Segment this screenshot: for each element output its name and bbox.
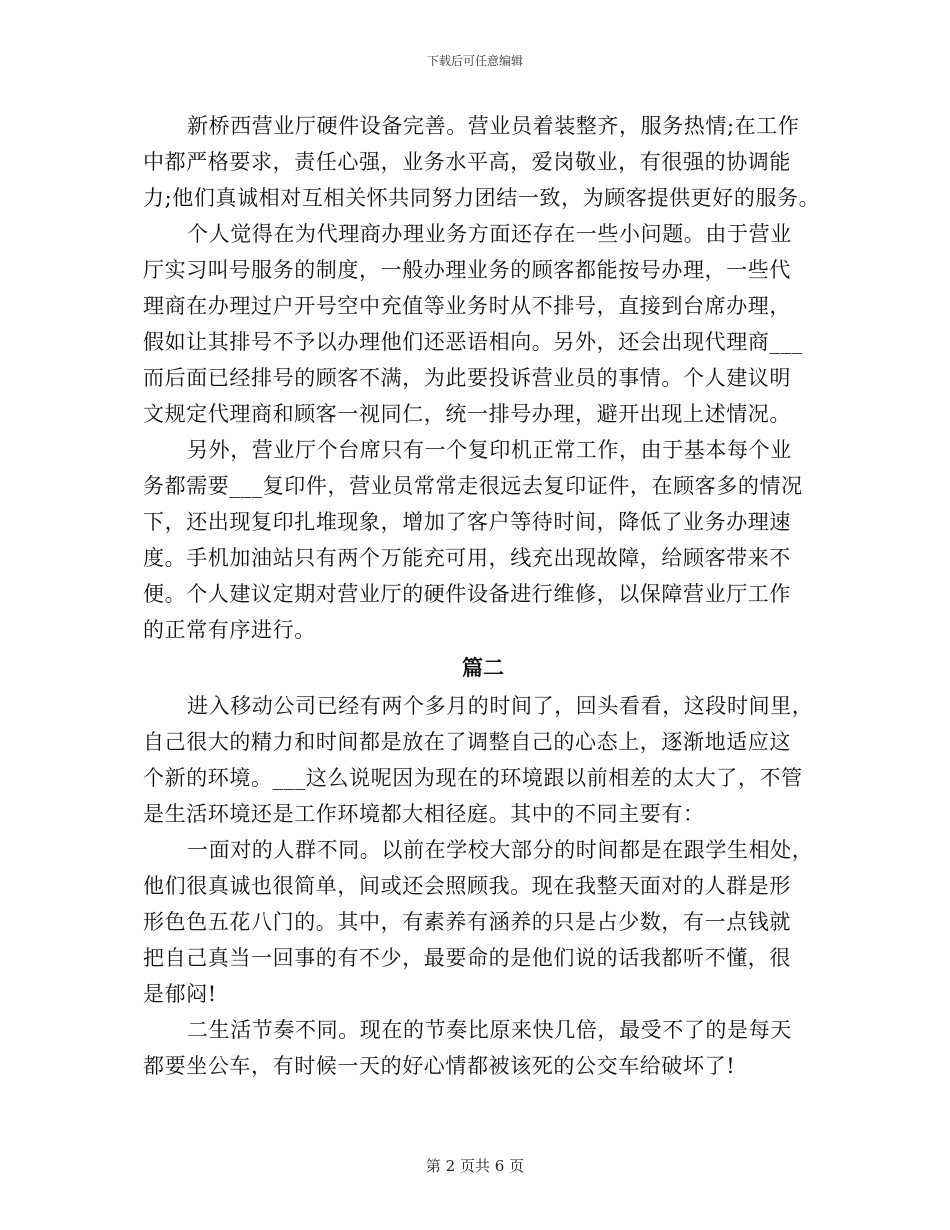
paragraph-line: 中都严格要求，责任心强，业务水平高，爱岗敬业，有很强的协调能 [143,150,791,174]
page-footer: 第 2 页共 6 页 [425,1157,525,1175]
paragraph-line: 一面对的人群不同。以前在学校大部分的时间都是在跟学生相处， [187,838,814,862]
paragraph-line: 新桥西营业厅硬件设备完善。营业员着装整齐，服务热情;在工作 [187,114,800,138]
paragraph-line: 是郁闷! [143,982,217,1006]
paragraph-line: 厅实习叫号服务的制度，一般办理业务的顾客都能按号办理，一些代 [143,258,791,282]
section-title: 篇二 [462,656,504,680]
paragraph-line: 假如让其排号不予以办理他们还恶语相向。另外，还会出现代理商___ [143,330,803,354]
paragraph-line: 另外，营业厅个台席只有一个复印机正常工作，由于基本每个业 [187,438,792,462]
paragraph-line: 度。手机加油站只有两个万能充可用，线充出现故障，给顾客带来不 [143,546,791,570]
paragraph-line: 力;他们真诚相对互相关怀共同努力团结一致，为顾客提供更好的服务。 [143,186,821,210]
paragraph-line: 他们很真诚也很简单，间或还会照顾我。现在我整天面对的人群是形 [143,874,791,898]
paragraph-line: 个新的环境。___这么说呢因为现在的环境跟以前相差的太大了，不管 [143,766,803,790]
paragraph-line: 都要坐公车，有时候一天的好心情都被该死的公交车给破坏了! [143,1054,736,1078]
paragraph-line: 进入移动公司已经有两个多月的时间了，回头看看，这段时间里， [187,694,814,718]
paragraph-line: 下，还出现复印扎堆现象，增加了客户等待时间，降低了业务办理速 [143,510,791,534]
paragraph-line: 个人觉得在为代理商办理业务方面还存在一些小问题。由于营业 [187,222,792,246]
document-body [143,108,823,1084]
paragraph-line: 形色色五花八门的。其中，有素养有涵养的只是占少数，有一点钱就 [143,910,791,934]
paragraph-line: 把自己真当一回事的有不少，最要命的是他们说的话我都听不懂，很 [143,946,791,970]
paragraph-line: 理商在办理过户开号空中充值等业务时从不排号，直接到台席办理， [143,294,791,318]
paragraph-line: 二生活节奏不同。现在的节奏比原来快几倍，最受不了的是每天 [187,1018,792,1042]
page-header: 下载后可任意编辑 [426,54,523,68]
paragraph-line: 文规定代理商和顾客一视同仁，统一排号办理，避开出现上述情况。 [143,402,791,426]
paragraph-line: 的正常有序进行。 [143,618,316,642]
paragraph-line: 便。个人建议定期对营业厅的硬件设备进行维修，以保障营业厅工作 [143,582,791,606]
paragraph-line: 而后面已经排号的顾客不满，为此要投诉营业员的事情。个人建议明 [143,366,791,390]
paragraph-line: 自己很大的精力和时间都是放在了调整自己的心态上，逐渐地适应这 [143,730,791,754]
paragraph-line: 务都需要___复印件，营业员常常走很远去复印证件，在顾客多的情况 [143,474,803,498]
paragraph-line: 是生活环境还是工作环境都大相径庭。其中的不同主要有： [143,802,705,826]
